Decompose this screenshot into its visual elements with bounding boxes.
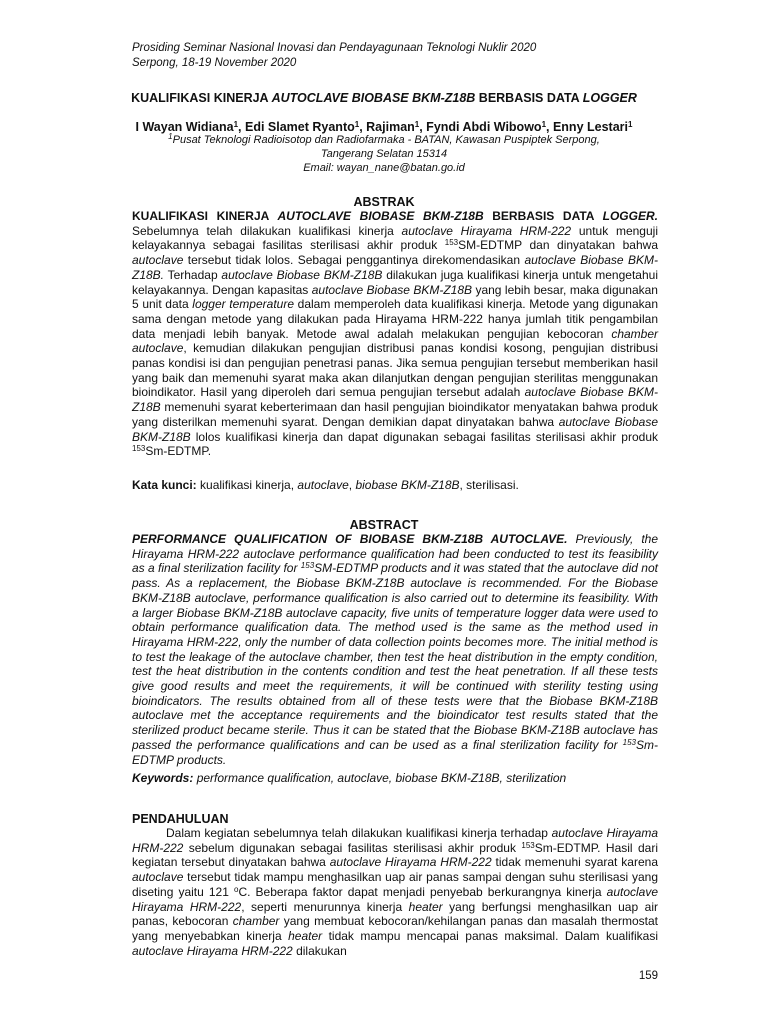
keywords bbox=[132, 771, 566, 785]
text-run: , seperti menurunnya kinerja bbox=[241, 899, 409, 914]
text-run: autoclave bbox=[132, 870, 184, 885]
text-run: 153 bbox=[521, 840, 535, 850]
abstrak-heading: ABSTRAK bbox=[353, 195, 415, 209]
affil-mark: 1 bbox=[628, 120, 633, 129]
text-run: untuk menguji kelayakannya sebagai fasilitas sterilisasi akhir produk bbox=[132, 223, 658, 253]
text-run: , bbox=[348, 478, 356, 492]
author: I Wayan Widiana bbox=[135, 120, 234, 134]
text-run: autoclave Hirayama HRM-222 bbox=[132, 943, 293, 958]
text-run: Sebelumnya telah dilakukan kualifikasi kinerja bbox=[132, 223, 402, 238]
abstrak-body bbox=[132, 209, 658, 459]
text-run: autoclave Hirayama HRM-222 bbox=[132, 826, 658, 855]
text-run: tersebut tidak mampu menghasilkan uap air panas sampai dengan suhu sterilisasi yang diseting yaitu 121 bbox=[132, 870, 658, 899]
author: , Edi Slamet Ryanto bbox=[238, 120, 355, 134]
text-run: chamber bbox=[232, 914, 280, 929]
text-run: dilakukan bbox=[292, 943, 347, 958]
text-run: autoclave Hirayama HRM-222 bbox=[401, 223, 572, 238]
title-part-italic: LOGGER bbox=[582, 91, 637, 105]
pendahuluan-body bbox=[132, 826, 658, 958]
title-part: BERBASIS DATA bbox=[475, 91, 583, 105]
text-run: tidak memenuhi syarat karena bbox=[491, 855, 658, 870]
title-part: KUALIFIKASI KINERJA bbox=[131, 91, 272, 105]
author: , Rajiman bbox=[359, 120, 415, 134]
author: , Enny Lestari bbox=[546, 120, 628, 134]
text-run: yang lebih besar, maka digunakan 5 unit data bbox=[132, 282, 658, 312]
text-run: Keywords: bbox=[132, 771, 194, 785]
text-run: 153 bbox=[444, 238, 459, 248]
text-run: biobase BKM-Z18B bbox=[355, 478, 460, 492]
text-run: autoclave bbox=[297, 478, 349, 492]
text-run: autoclave Biobase BKM-Z18B. bbox=[132, 253, 658, 282]
text-run: SM-EDTMP products and it was stated that the autoclave did not pass. As a replacement, the Biobase BKM-Z18B autoclave is recommended. For the Biobase BKM-Z18B autoclave, performance qualification is also carried out to determine its feasibility. With a larger Biobase BKM-Z18B autoclave capacity, five units of temperature logger data were used to obtain performance qualification data. The method used is the same as the method used in Hirayama HRM-222, only the number of data collection points becomes more. The initial method is to test the leakage of the autoclave chamber, then test the heat distribution in the empty condition, test the heat distribution in the contents condition and test the heat penetration. If all these tests give good results and meet the requirements, it will be continued with sterility testing using bioindicators. The results obtained from all of these tests were that the Biobase BKM-Z18B autoclave met the acceptance requirements and the bioindicator test results stated that the sterilized product became sterile. Thus it can be stated that the Biobase BKM-Z18B autoclave has passed the performance qualifications and can be used as a final sterilization facility for bbox=[132, 561, 658, 752]
text-run: o bbox=[233, 884, 239, 894]
affil-mark: 1 bbox=[541, 120, 547, 129]
author: , Fyndi Abdi Wibowo bbox=[419, 120, 542, 134]
text-run: kualifikasi kinerja, bbox=[196, 478, 298, 492]
text-run: , kemudian dilakukan pengujian distribusi panas kondisi kosong, pengujian distribusi panas kondisi isi dan pengujian penetrasi panas. Jika semua pengujian tersebut memberikan hasil yang baik dan memenuhi syarat maka akan dilanjutkan dengan pengujian sterilitas menggunakan bioindikator. Hasil yang diperoleh dari semua pengujian tersebut adalah bbox=[132, 341, 658, 400]
author-list bbox=[0, 120, 768, 134]
abstract-body bbox=[132, 532, 658, 767]
text-run: Sm-EDTMP products. bbox=[132, 737, 658, 767]
text-run: yang berfungsi menghasilkan uap air panas, kebocoran bbox=[132, 899, 658, 929]
text-run: sebelum digunakan sebagai fasilitas sterilisasi akhir produk bbox=[183, 840, 522, 855]
affiliation bbox=[0, 133, 768, 175]
text-run: memenuhi syarat keberterimaan dan hasil pengujian bioindikator menyatakan bahwa produk yang disterilkan memenuhi syarat. Dengan demikian dapat dinyatakan bahwa bbox=[132, 400, 658, 429]
text-run: KUALIFIKASI KINERJA bbox=[132, 209, 278, 223]
page-number: 159 bbox=[638, 970, 658, 982]
header-line-2: Serpong, 18-19 November 2020 bbox=[132, 57, 297, 69]
text-run: LOGGER. bbox=[602, 209, 658, 223]
text-run: C. Beberapa faktor dapat menjadi penyebab berkurangnya kinerja bbox=[238, 884, 607, 899]
text-run: , sterilisasi. bbox=[459, 478, 519, 492]
text-run: autoclave Biobase BKM-Z18B bbox=[311, 282, 473, 297]
text-run: PERFORMANCE QUALIFICATION OF BIOBASE BKM-Z18B AUTOCLAVE. bbox=[132, 532, 568, 546]
text-run: 153 bbox=[132, 444, 146, 454]
text-run: autoclave Biobase BKM-Z18B bbox=[132, 414, 658, 444]
text-run: tidak mampu mencapai panas maksimal. Dalam kualifikasi bbox=[322, 928, 658, 943]
text-run: Sm-EDTMP. Hasil dari kegiatan tersebut dinyatakan bahwa bbox=[132, 840, 658, 870]
text-run: 153 bbox=[300, 561, 315, 571]
text-run: logger temperature bbox=[192, 297, 294, 312]
text-run: Dalam kegiatan sebelumnya telah dilakukan kualifikasi kinerja terhadap bbox=[166, 826, 552, 840]
kata-kunci bbox=[132, 478, 519, 492]
text-run: BERBASIS DATA bbox=[483, 209, 603, 223]
text-run: Terhadap bbox=[164, 267, 222, 282]
text-run: Previously, the Hirayama HRM-222 autoclave performance qualification had been conducted to test its feasibility as a final sterilization facility for bbox=[132, 532, 658, 576]
text-run: dalam memperoleh data kualifikasi kinerja. Metode yang digunakan sama dengan metode yang dilakukan pada Hirayama HRM-222 hanya jumlah titik pengambilan data menjadi lebih banyak. Metode awal adalah melakukan pengujian kebocoran bbox=[132, 297, 658, 341]
text-run: autoclave Biobase BKM-Z18B bbox=[221, 267, 383, 282]
author-email: Email: wayan_nane@batan.go.id bbox=[303, 162, 465, 174]
affil-mark: 1 bbox=[354, 120, 360, 129]
title-part-italic: AUTOCLAVE BIOBASE BKM-Z18B bbox=[271, 91, 476, 105]
header-line-1: Prosiding Seminar Nasional Inovasi dan Pendayagunaan Teknologi Nuklir 2020 bbox=[132, 42, 537, 54]
text-run: dilakukan juga kualifikasi kinerja untuk mengetahui kelayakannya. Dengan kapasitas bbox=[132, 267, 658, 297]
text-run: performance qualification, autoclave, biobase BKM-Z18B, sterilization bbox=[193, 771, 567, 785]
text-run: SM-EDTMP dan dinyatakan bahwa bbox=[458, 238, 658, 253]
text-run: autoclave Hirayama HRM-222 bbox=[329, 855, 492, 870]
text-run: yang membuat kebocoran/kehilangan panas dan masalah thermostat yang menyebabkan kinerja bbox=[132, 914, 658, 943]
affil-mark: 1 bbox=[414, 120, 420, 129]
affil-mark: 1 bbox=[233, 120, 239, 129]
text-run: heater bbox=[288, 928, 323, 943]
affiliation-line-1: Pusat Teknologi Radioisotop dan Radiofarmaka - BATAN, Kawasan Puspiptek Serpong, bbox=[172, 134, 600, 146]
affil-mark: 1 bbox=[168, 132, 173, 141]
text-run: autoclave Hirayama HRM-222 bbox=[132, 884, 659, 914]
text-run: tersebut tidak lolos. Sebagai penggantinya direkomendasikan bbox=[183, 253, 525, 268]
proceedings-header bbox=[132, 41, 536, 71]
text-run: heater bbox=[408, 899, 443, 914]
affiliation-line-2: Tangerang Selatan 15314 bbox=[320, 148, 448, 160]
text-run: 153 bbox=[622, 737, 636, 747]
paper-title bbox=[0, 91, 768, 105]
text-run: autoclave Biobase BKM-Z18B bbox=[132, 385, 658, 415]
text-run: AUTOCLAVE BIOBASE BKM-Z18B bbox=[277, 209, 484, 223]
text-run: chamber autoclave bbox=[132, 326, 658, 356]
abstract-heading: ABSTRACT bbox=[349, 518, 419, 532]
text-run: Sm-EDTMP. bbox=[145, 444, 212, 459]
text-run: lolos kualifikasi kinerja dan dapat digunakan sebagai fasilitas sterilisasi akhir produk bbox=[190, 429, 658, 444]
text-run: autoclave bbox=[132, 253, 184, 268]
text-run: Kata kunci: bbox=[132, 478, 197, 492]
pendahuluan-heading: PENDAHULUAN bbox=[132, 812, 229, 826]
